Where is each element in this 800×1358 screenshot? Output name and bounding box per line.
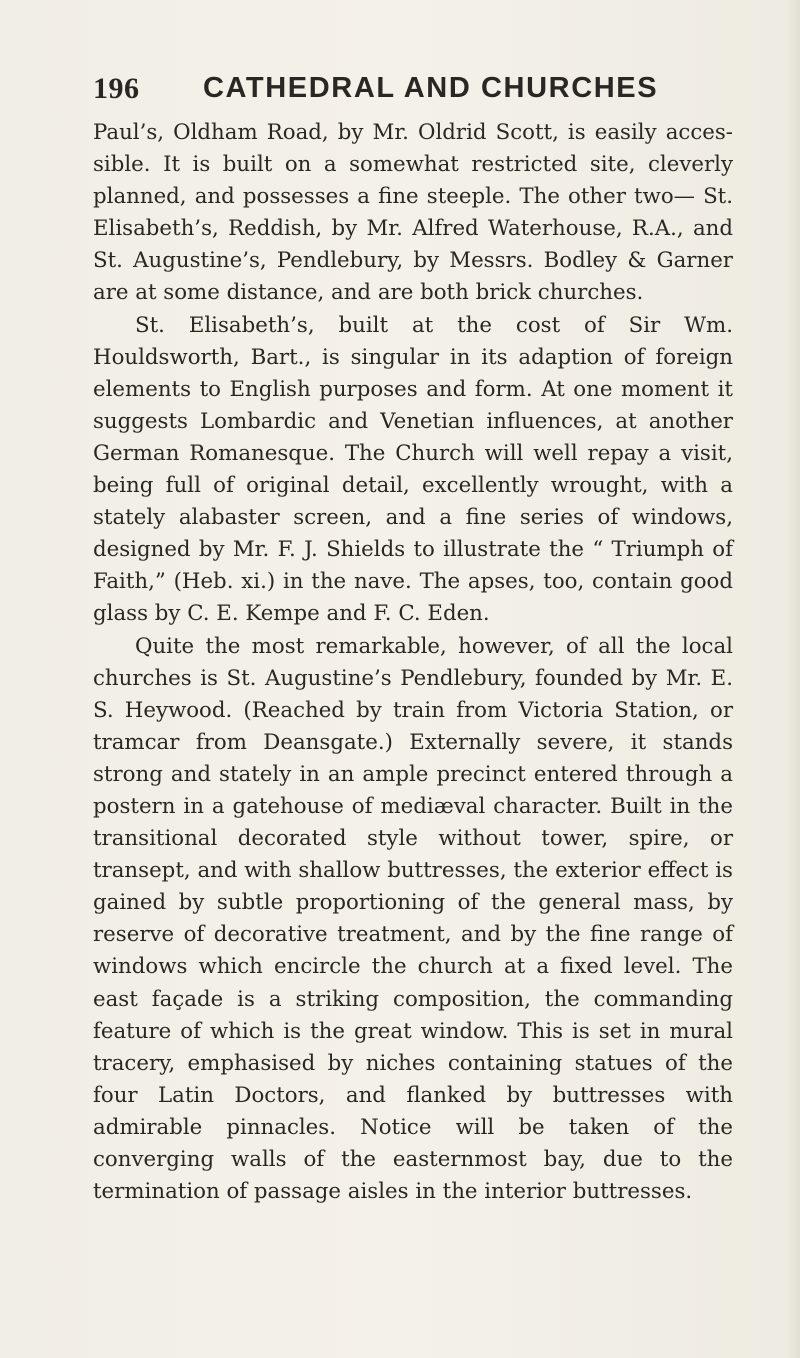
paragraph-2: St. Elisabeth’s, built at the cost of Sir Wm. Houldsworth, Bart., is singular in its adaption of foreign elements to English purposes and form. At one moment it suggests Lombardic and Venetian influences, at another German Romanesque. The Church will well repay a visit, being full of original detail, excellently wrought, with a stately alabaster screen, and a fine series of windows, designed by Mr. F. J. Shields to illustrate the “ Triumph of Faith,” (Heb. xi.) in the nave. The apses, too, contain good glass by C. E. Kempe and F. C. Eden. (93, 312, 733, 627)
page-edge-shadow (786, 0, 800, 1358)
page-number: 196 (93, 72, 140, 105)
paragraph-1: Paul’s, Oldham Road, by Mr. Oldrid Scott, is easily acces- sible. It is built on a somewhat restricted site, cleverly planned, and possesses a fine steeple. The other two— St. Elisabeth’s, Reddish, by Mr. Alfred Waterhouse, R.A., and St. Augustine’s, Pendlebury, by Messrs. Bodley & Garner are at some distance, and are both brick churches. (93, 120, 733, 306)
paragraph-3: Quite the most remarkable, however, of all the local churches is St. Augustine’s Pendlebury, founded by Mr. E. S. Heywood. (Reached by train from Victoria Station, or tramcar from Deansgate.) Externally severe, it stands strong and stately in an ample precinct entered through a postern in a gatehouse of mediæval character. Built in the transitional decorated style without tower, spire, or transept, and with shallow buttresses, the exterior effect is gained by subtle proportioning of the general mass, by reserve of decorative treatment, and by the fine range of windows which encircle the church at a fixed level. The east façade is a striking composition, the commanding feature of which is the great window. This is set in mural tracery, emphasised by niches containing statues of the four Latin Doctors, and flanked by buttresses with admirable pinnacles. Notice will be taken of the converging walls of the easternmost bay, due to the termination of passage aisles in the interior buttresses. (93, 633, 733, 1205)
running-title: CATHEDRAL AND CHURCHES (203, 72, 659, 104)
page-header (93, 66, 733, 116)
body-text (93, 117, 733, 1208)
